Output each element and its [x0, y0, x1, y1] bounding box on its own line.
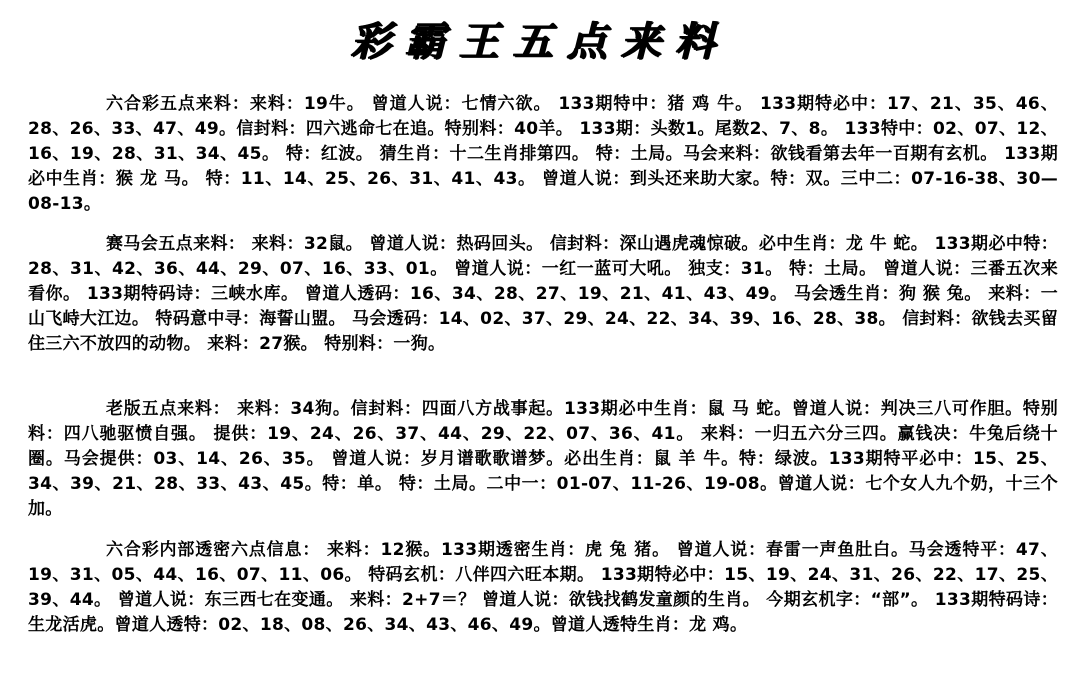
paragraph-liuhecai-five-point: 六合彩五点来料：来料：19牛。 曾道人说：七情六欲。 133期特中：猪 鸡 牛。 133期特必中：17、21、35、46、28、26、33、47、49。信封料：四六逃命七在追。特别料：40羊。 133期：头数1。尾数2、7、8。 133特中：02、07、12、16、19、28、31、34、45。 特：红波。 猜生肖：十二生肖排第四。 特：土局。马会来料：欲钱看第去年一百期有玄机。 133期必中生肖：猴 龙 马。 特：11、14、25、26、31、41、43。 曾道人说：到头还来助大家。特：双。三中二：07-16-38、30—08-13。 — [28, 94, 1058, 214]
page-title: 彩霸王五点来料 — [351, 18, 729, 65]
paragraph-laoban-five-point: 老版五点来料： 来料：34狗。信封料：四面八方战事起。133期必中生肖：鼠 马 蛇。曾道人说：判决三八可作胆。特别料：四八驰驱愤自强。 提供：19、24、26、37、44、29、22、07、36、41。 来料：一归五六分三四。赢钱决：牛兔后绕十圈。马会提供：03、14、26、35。 曾道人说：岁月谱歌歌谱梦。必出生肖：鼠 羊 牛。特：绿波。133期特平必中：15、25、34、39、21、28、33、43、45。特：单。 特：土局。二中一：01-07、11-26、19-08。曾道人说：七个女人九个奶，十三个加。 — [28, 399, 1058, 519]
paragraph-internal-six-point: 六合彩内部透密六点信息： 来料：12猴。133期透密生肖：虎 兔 猪。 曾道人说：春雷一声鱼肚白。马会透特平：47、19、31、05、44、16、07、11、06。 特码玄机：八伴四六旺本期。 133期特必中：15、19、24、31、26、22、17、25、39、44。 曾道人说：东三西七在变通。 来料：2+7＝？ 曾道人说：欲钱找鹤发童颜的生肖。 今期玄机字：“部”。 133期特码诗：生龙活虎。曾道人透特：02、18、08、26、34、43、46、49。曾道人透特生肖：龙 鸡。 — [28, 540, 1058, 635]
paragraph-saimahui-five-point: 赛马会五点来料： 来料：32鼠。 曾道人说：热码回头。 信封料：深山遇虎魂惊破。必中生肖：龙 牛 蛇。 133期必中特：28、31、42、36、44、29、07、16、33、01。 曾道人说：一红一蓝可大吼。 独支：31。 特：土局。 曾道人说：三番五次来看你。 133期特码诗：三峡水库。 曾道人透码：16、34、28、27、19、21、41、43、49。 马会透生肖：狗 猴 兔。 来料：一山飞峙大江边。 特码意中寻：海誓山盟。 马会透码：14、02、37、29、24、22、34、39、16、28、38。 信封料：欲钱去买留住三六不放四的动物。 来料：27猴。 特别料：一狗。 — [28, 234, 1058, 354]
